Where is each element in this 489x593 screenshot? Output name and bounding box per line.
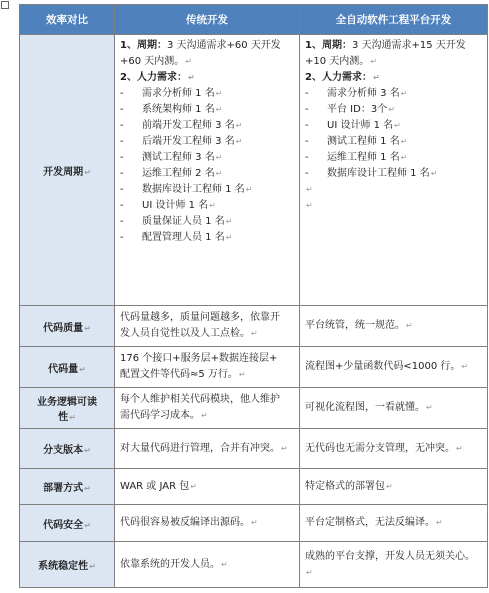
list-item: - 运维工程师 1 名↵	[305, 152, 408, 163]
paragraph-mark-icon: ↵	[89, 562, 96, 571]
paragraph-mark-icon: ↵	[84, 520, 91, 530]
label-dev-cycle: 开发周期↵	[20, 35, 115, 306]
paragraph-mark-icon: ↵	[84, 167, 91, 177]
label-code-quality: 代码质量↵	[20, 306, 115, 347]
paragraph-mark-icon: ↵	[251, 329, 258, 338]
header-efficiency: 效率对比	[20, 5, 115, 35]
paragraph-mark-icon: ↵	[461, 362, 469, 371]
paragraph-mark-icon: ↵	[215, 105, 223, 114]
paragraph-mark-icon: ↵	[456, 443, 463, 453]
list-item: - 系统架构师 1 名↵	[120, 104, 223, 115]
paragraph-mark-icon: ↵	[185, 57, 192, 66]
list-item: - 后端开发工程师 3 名↵	[120, 136, 243, 147]
paragraph-mark-icon: ↵	[245, 185, 253, 194]
label-deploy-method: 部署方式↵	[20, 469, 115, 505]
paragraph-mark-icon: ↵	[215, 89, 223, 98]
paragraph-mark-icon: ↵	[215, 153, 223, 162]
paragraph-mark-icon: ↵	[400, 153, 408, 162]
paragraph-mark-icon: ↵	[306, 201, 313, 210]
text-line: 1、周期：3 天沟通需求+60 天开发	[120, 40, 281, 51]
row-branch-version	[20, 429, 488, 469]
text-line: +60 天内测。↵	[120, 56, 192, 67]
list-item: - UI 设计师 1 名↵	[120, 200, 216, 211]
paragraph-mark-icon: ↵	[84, 446, 91, 455]
paragraph-mark-icon: ↵	[426, 403, 433, 412]
list-item: - 数据库设计工程师 1 名↵	[305, 168, 438, 179]
row-system-stability	[20, 542, 488, 588]
row-code-security	[20, 505, 488, 542]
cell-deploy-auto[interactable]: 特定格式的部署包↵	[300, 469, 488, 505]
paragraph-mark-icon: ↵	[84, 323, 91, 333]
paragraph-mark-icon: ↵	[400, 137, 408, 146]
row-dev-cycle	[20, 35, 488, 306]
cell-volume-traditional[interactable]: 176 个接口+服务层+数据连接层+ 配置文件等代码≈5 万行。↵	[115, 347, 300, 388]
cell-readability-auto[interactable]: 可视化流程图，一看就懂。↵	[300, 388, 488, 429]
cell-branch-traditional[interactable]: 对大量代码进行管理，合并有冲突。↵	[115, 429, 300, 469]
header-traditional: 传统开发	[115, 5, 300, 35]
cell-volume-auto[interactable]: 流程图+少量函数代码<1000 行。↵	[300, 347, 488, 388]
paragraph-mark-icon: ↵	[235, 121, 243, 130]
text-line: 2、人力需求：↵	[120, 72, 195, 83]
paragraph-mark-icon: ↵	[400, 89, 408, 98]
cell-cycle-auto[interactable]	[300, 35, 488, 306]
paragraph-mark-icon: ↵	[84, 484, 91, 493]
paragraph-mark-icon: ↵	[190, 481, 197, 491]
table-move-handle[interactable]	[1, 1, 9, 9]
cell-stability-auto[interactable]: 成熟的平台支撑，开发人员无须关心。↵	[300, 542, 488, 588]
list-item: - 测试工程师 3 名↵	[120, 152, 223, 163]
list-item: - 测试工程师 1 名↵	[305, 136, 408, 147]
paragraph-mark-icon: ↵	[209, 201, 216, 210]
paragraph-mark-icon: ↵	[201, 411, 208, 420]
label-code-security: 代码安全↵	[20, 505, 115, 542]
label-system-stability: 系统稳定性↵	[20, 542, 115, 588]
paragraph-mark-icon: ↵	[436, 518, 443, 527]
label-branch-version: 分支版本↵	[20, 429, 115, 469]
paragraph-mark-icon: ↵	[238, 370, 246, 379]
empty-paragraph	[305, 182, 482, 198]
cell-readability-traditional[interactable]: 每个人维护相关代码模块，他人维护 需代码学习成本。↵	[115, 388, 300, 429]
paragraph-mark-icon: ↵	[406, 321, 413, 330]
table-header-row	[20, 5, 488, 35]
row-code-quality	[20, 306, 488, 347]
paragraph-mark-icon: ↵	[430, 169, 438, 178]
paragraph-mark-icon: ↵	[235, 137, 243, 146]
cell-security-traditional[interactable]: 代码很容易被反编译出源码。↵	[115, 505, 300, 542]
paragraph-mark-icon: ↵	[215, 169, 223, 178]
cell-cycle-traditional[interactable]	[115, 35, 300, 306]
paragraph-mark-icon: ↵	[386, 481, 393, 491]
row-deploy-method	[20, 469, 488, 505]
paragraph-mark-icon: ↵	[370, 57, 377, 66]
text-line: +10 天内测。↵	[305, 56, 377, 67]
list-item: - 需求分析师 3 名↵	[305, 88, 408, 99]
paragraph-mark-icon: ↵	[187, 73, 195, 82]
text-line: 2、人力需求：↵	[305, 72, 380, 83]
paragraph-mark-icon: ↵	[306, 185, 313, 194]
paragraph-mark-icon: ↵	[225, 233, 233, 242]
paragraph-mark-icon: ↵	[79, 364, 86, 374]
list-item: - 平台 ID：3个↵	[305, 104, 395, 115]
paragraph-mark-icon: ↵	[394, 121, 401, 130]
paragraph-mark-icon: ↵	[306, 567, 313, 577]
paragraph-mark-icon: ↵	[388, 105, 395, 114]
list-item: - 前端开发工程师 3 名↵	[120, 120, 243, 131]
cell-branch-auto[interactable]: 无代码也无需分支管理，无冲突。↵	[300, 429, 488, 469]
list-item: - 配置管理人员 1 名↵	[120, 232, 233, 243]
paragraph-mark-icon: ↵	[251, 518, 258, 527]
header-auto-platform: 全自动软件工程平台开发	[300, 5, 488, 35]
row-code-volume	[20, 347, 488, 388]
list-item: - 运维工程师 2 名↵	[120, 168, 223, 179]
list-item: - 数据库设计工程师 1 名↵	[120, 184, 253, 195]
text-line: 1、周期：3 天沟通需求+15 天开发	[305, 40, 466, 51]
paragraph-mark-icon: ↵	[225, 217, 233, 226]
paragraph-mark-icon: ↵	[281, 443, 288, 453]
cell-deploy-traditional[interactable]: WAR 或 JAR 包↵	[115, 469, 300, 505]
paragraph-mark-icon: ↵	[372, 73, 380, 82]
paragraph-mark-icon: ↵	[69, 413, 76, 422]
list-item: - 质量保证人员 1 名↵	[120, 216, 233, 227]
list-item: - UI 设计师 1 名↵	[305, 120, 401, 131]
list-item: - 需求分析师 1 名↵	[120, 88, 223, 99]
label-code-volume: 代码量↵	[20, 347, 115, 388]
cell-stability-traditional[interactable]: 依靠系统的开发人员。↵	[115, 542, 300, 588]
cell-security-auto[interactable]: 平台定制格式，无法反编译。↵	[300, 505, 488, 542]
cell-quality-auto[interactable]: 平台统管，统一规范。↵	[300, 306, 488, 347]
paragraph-mark-icon: ↵	[221, 559, 228, 569]
cell-quality-traditional[interactable]: 代码量越多，质量问题越多，依靠开 发人员自觉性以及人工点检。↵	[115, 306, 300, 347]
comparison-table	[19, 4, 488, 588]
empty-paragraph	[305, 198, 482, 214]
label-readability: 业务逻辑可读 性↵	[20, 388, 115, 429]
row-readability	[20, 388, 488, 429]
